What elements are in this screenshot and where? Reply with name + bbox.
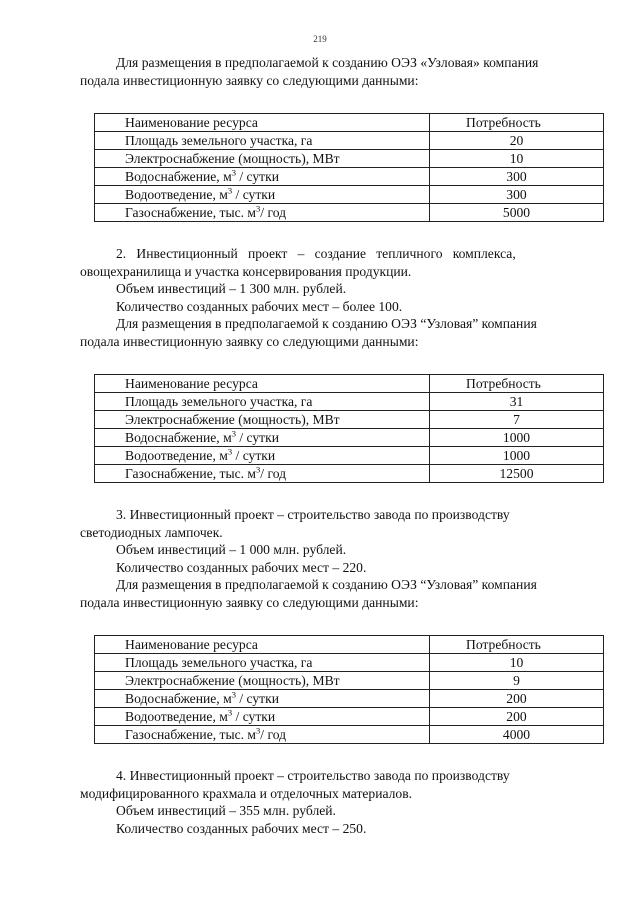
project-4-jobs: Количество созданных рабочих мест – 250. (116, 820, 367, 836)
row-value: 10 (430, 654, 604, 672)
row-label-water: Водоснабжение, $м^3$ / сутки (95, 429, 430, 447)
project-4-title-cont: модифицированного крахмала и отделочных материалов. (80, 785, 413, 801)
project-2-title-cont: овощехранилища и участка консервирования продукции. (80, 263, 412, 279)
page-number: 219 (313, 34, 327, 44)
table-row (95, 708, 604, 726)
row-label-drain: Водоотведение, $м^3$ / сутки (95, 447, 430, 465)
row-value: 4000 (430, 726, 604, 744)
table-row (95, 186, 604, 204)
row-value: 200 (430, 708, 604, 726)
page-content (80, 54, 602, 837)
header-resource: Наименование ресурса (95, 636, 430, 654)
row-value: 7 (430, 411, 604, 429)
project-4-investment: Объем инвестиций – 355 млн. рублей. (116, 803, 336, 818)
row-label-power: Электроснабжение (мощность), МВт (95, 672, 430, 690)
row-value: 12500 (430, 465, 604, 483)
table-row (95, 447, 604, 465)
intro-line-2: подала инвестиционную заявку со следующими данными: (80, 72, 419, 88)
row-label-drain: Водоотведение, $м^3$ / сутки (95, 708, 430, 726)
row-value: 200 (430, 690, 604, 708)
header-need: Потребность (430, 375, 604, 393)
project-3-jobs: Количество созданных рабочих мест – 220. (116, 559, 367, 575)
table-row (95, 672, 604, 690)
project-3-investment: Объем инвестиций – 1 000 млн. рублей. (116, 542, 347, 557)
project-3-intro-1: Для размещения в предполагаемой к созданию ОЭЗ “Узловая” компания (116, 577, 537, 592)
resource-table-3 (94, 635, 604, 744)
table-row (95, 465, 604, 483)
table-row (95, 132, 604, 150)
row-label-water: Водоснабжение, $м^3$ / сутки (95, 168, 430, 186)
table-header-row (95, 636, 604, 654)
table-row (95, 393, 604, 411)
row-label-power: Электроснабжение (мощность), МВт (95, 150, 430, 168)
row-value: 5000 (430, 204, 604, 222)
row-value: 31 (430, 393, 604, 411)
row-label-land: Площадь земельного участка, га (95, 393, 430, 411)
project-4-title: 4. Инвестиционный проект – строительство завода по производству (116, 768, 510, 783)
resource-table-1 (94, 113, 604, 222)
intro-line-1: Для размещения в предполагаемой к созданию ОЭЗ «Узловая» компания (116, 55, 539, 70)
row-label-power: Электроснабжение (мощность), МВт (95, 411, 430, 429)
project-2-investment: Объем инвестиций – 1 300 млн. рублей. (116, 281, 347, 296)
project-2-title: 2. Инвестиционный проект – создание тепличного комплекса, (116, 246, 516, 261)
row-value: 300 (430, 168, 604, 186)
row-label-gas: Газоснабжение, тыс. $м^3/$ год (95, 726, 430, 744)
row-value: 20 (430, 132, 604, 150)
row-label-gas: Газоснабжение, тыс. $м^3/$ год (95, 465, 430, 483)
row-label-drain: Водоотведение, $м^3$ / сутки (95, 186, 430, 204)
resource-table-2 (94, 374, 604, 483)
table-row (95, 429, 604, 447)
row-value: 1000 (430, 429, 604, 447)
header-resource: Наименование ресурса (95, 114, 430, 132)
row-value: 300 (430, 186, 604, 204)
row-label-water: Водоснабжение, $м^3$ / сутки (95, 690, 430, 708)
header-need: Потребность (430, 636, 604, 654)
project-3-title: 3. Инвестиционный проект – строительство завода по производству (116, 507, 510, 522)
header-need: Потребность (430, 114, 604, 132)
table-row (95, 654, 604, 672)
project-2-intro-1: Для размещения в предполагаемой к созданию ОЭЗ “Узловая” компания (116, 316, 537, 331)
row-value: 10 (430, 150, 604, 168)
table-row (95, 690, 604, 708)
row-label-land: Площадь земельного участка, га (95, 132, 430, 150)
table-header-row (95, 114, 604, 132)
row-label-land: Площадь земельного участка, га (95, 654, 430, 672)
table-row (95, 726, 604, 744)
header-resource: Наименование ресурса (95, 375, 430, 393)
table-row (95, 411, 604, 429)
project-2-jobs: Количество созданных рабочих мест – более 100. (116, 298, 403, 314)
project-3-title-cont: светодиодных лампочек. (80, 524, 223, 540)
table-row (95, 204, 604, 222)
row-label-gas: Газоснабжение, тыс. $м^3/$ год (95, 204, 430, 222)
project-3-intro-2: подала инвестиционную заявку со следующими данными: (80, 594, 419, 610)
row-value: 9 (430, 672, 604, 690)
table-header-row (95, 375, 604, 393)
table-row (95, 168, 604, 186)
table-row (95, 150, 604, 168)
project-2-intro-2: подала инвестиционную заявку со следующими данными: (80, 333, 419, 349)
row-value: 1000 (430, 447, 604, 465)
